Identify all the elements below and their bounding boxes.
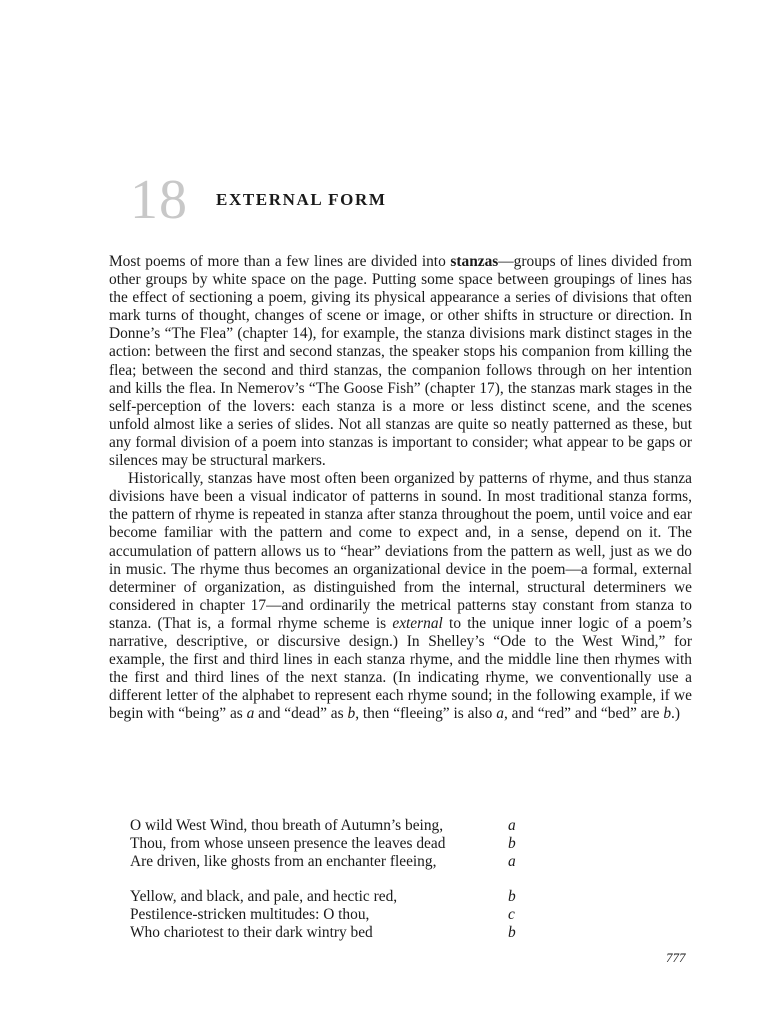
rhyme-letter: b: [508, 924, 516, 941]
poem-line: O wild West Wind, thou breath of Autumn’s being, a: [130, 817, 516, 834]
page-number: 777: [666, 950, 686, 965]
rhyme-letter: b: [508, 888, 516, 905]
rhyme-letter: b: [508, 835, 516, 852]
rhyme-letter: a: [508, 853, 516, 870]
poem-line: Who chariotest to their dark wintry bed b: [130, 924, 516, 941]
poem-stanza: [130, 817, 530, 871]
chapter-title: EXTERNAL FORM: [216, 190, 387, 209]
poem-excerpt: [130, 817, 530, 959]
rhyme-letter: a: [508, 817, 516, 834]
poem-line: Thou, from whose unseen presence the leaves dead b: [130, 835, 516, 852]
emphasis-external: external: [392, 614, 443, 632]
paragraph: Historically, stanzas have most often been organized by patterns of rhyme, and thus stanza divisions have been a visual indicator of patterns in sound. In most traditional stanza forms, the pattern of rhyme is repeated in stanza after stanza throughout the poem, until voice and ear become familiar with the pattern and come to expect and, in a sense, depend on it. The accumulation of pattern allows us to “hear” deviations from the pattern as well, just as we do in music. The rhyme thus becomes an organizational device in the poem—a formal, external determiner of organization, as distinguished from the internal, structural determiners we considered in chapter 17—and ordinarily the metrical patterns stay constant from stanza to stanza. (That is, a formal rhyme scheme is external to the unique inner logic of a poem’s narrative, descriptive, or discursive design.) In Shelley’s “Ode to the West Wind,” for example, the first and third lines in each stanza rhyme, and the middle line then rhymes with the first and third lines of the next stanza. (In indicating rhyme, we conventionally use a different letter of the alphabet to represent each rhyme sound; in the following example, if we begin with “being” as a and “dead” as b, then “fleeing” is also a, and “red” and “bed” are b.): [109, 470, 692, 723]
poem-line: Yellow, and black, and pale, and hectic red, b: [130, 888, 516, 905]
paragraph: Most poems of more than a few lines are divided into stanzas—groups of lines divided from other groups by white space on the page. Putting some space between groupings of lines has the effect of sectioning a poem, giving its physical appearance a series of divisions that often mark turns of thought, changes of scene or image, or other shifts in structure or direction. In Donne’s “The Flea” (chapter 14), for example, the stanza divisions mark distinct stages in the action: between the first and second stanzas, the speaker stops his companion from killing the flea; between the second and third stanzas, the companion follows through on her intention and kills the flea. In Nemerov’s “The Goose Fish” (chapter 17), the stanzas mark stages in the self-perception of the lovers: each stanza is a more or less distinct scene, and the scenes unfold almost like a series of slides. Not all stanzas are quite so neatly patterned as these, but any formal division of a poem into stanzas is important to consider; what appear to be gaps or silences may be structural markers.: [109, 253, 692, 470]
poem-stanza: [130, 888, 530, 942]
poem-line: Are driven, like ghosts from an enchanter fleeing, a: [130, 853, 516, 870]
poem-line: Pestilence-stricken multitudes: O thou, c: [130, 906, 515, 923]
term-stanzas: stanzas: [450, 253, 499, 270]
chapter-number: 18: [130, 169, 188, 231]
rhyme-letter: c: [508, 906, 515, 923]
body-text: [109, 253, 692, 723]
